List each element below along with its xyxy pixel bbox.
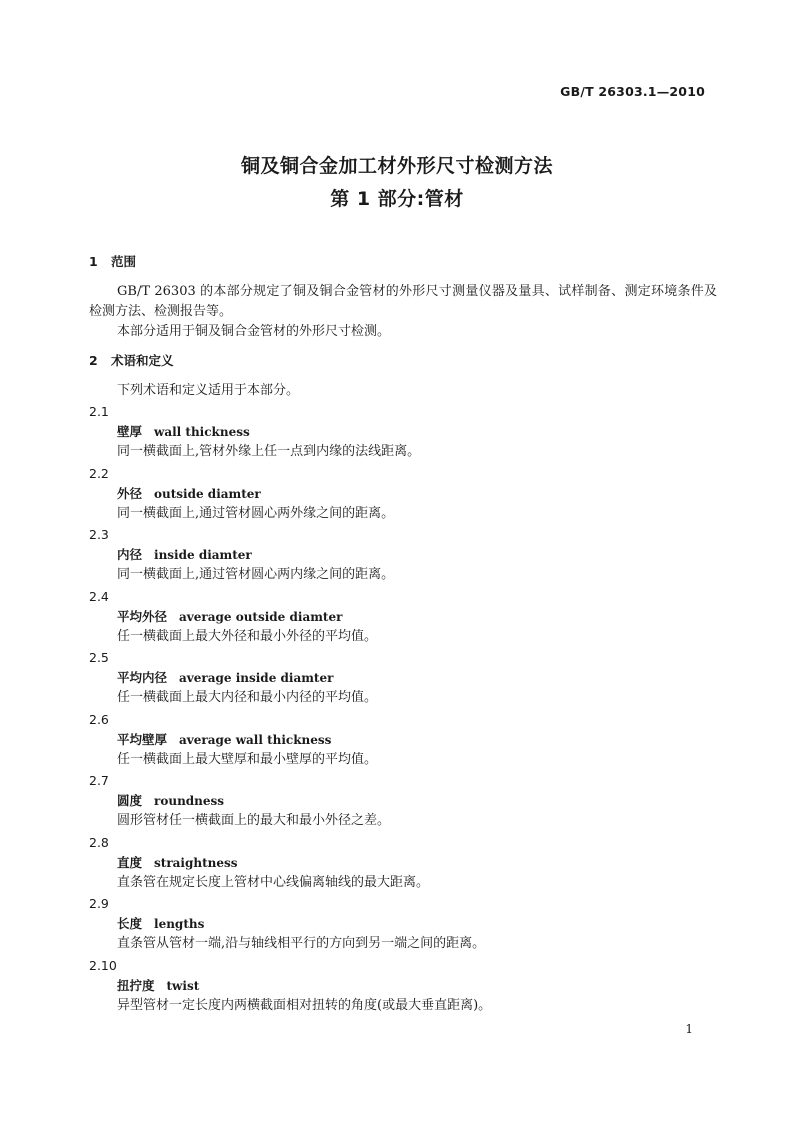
term-chinese: 直度 — [117, 854, 143, 870]
term-entry — [89, 833, 717, 893]
term-chinese: 长度 — [117, 916, 143, 931]
term-definition: 直条管从管材一端,沿与轴线相平行的方向到另一端之间的距离。 — [117, 936, 486, 951]
term-english: lengths — [154, 917, 205, 931]
section-title: 术语和定义 — [111, 353, 174, 368]
term-english: straightness — [154, 855, 238, 870]
term-chinese: 壁厚 — [117, 424, 143, 439]
section-heading-scope — [89, 252, 717, 272]
term-definition: 直条管在规定长度上管材中心线偏离轴线的最大距离。 — [117, 874, 430, 890]
term-entry — [89, 464, 717, 524]
scope-paragraph: 本部分适用于铜及铜合金管材的外形尺寸检测。 — [117, 324, 391, 339]
term-entry — [89, 894, 717, 954]
term-chinese: 圆度 — [117, 793, 143, 808]
terms-intro: 下列术语和定义适用于本部分。 — [117, 383, 300, 398]
term-entry — [89, 648, 717, 708]
term-number: 2.10 — [89, 957, 117, 973]
term-entry — [89, 956, 717, 1016]
term-name — [89, 914, 717, 934]
term-english: average inside diamter — [179, 671, 334, 685]
term-definition: 任一横截面上最大内径和最小内径的平均值。 — [117, 690, 378, 705]
section-number: 2 — [89, 353, 98, 368]
term-english: wall thickness — [154, 425, 250, 439]
term-definition: 同一横截面上,通过管材圆心两外缘之间的距离。 — [117, 505, 395, 521]
section-number: 1 — [89, 254, 98, 269]
term-number: 2.1 — [89, 404, 109, 419]
term-english: roundness — [154, 794, 225, 808]
term-name — [89, 853, 717, 873]
document-title: 铜及铜合金加工材外形尺寸检测方法 — [240, 155, 553, 177]
term-entry — [89, 587, 717, 647]
section-heading-terms — [89, 351, 717, 371]
term-number: 2.3 — [89, 527, 109, 542]
term-chinese: 平均内径 — [117, 670, 168, 685]
page-number: 1 — [685, 1022, 693, 1036]
term-number: 2.6 — [89, 711, 109, 727]
term-entry — [89, 525, 717, 585]
terms-list — [89, 402, 717, 1016]
document-body — [89, 252, 717, 1017]
term-chinese: 平均外径 — [117, 608, 168, 624]
term-number: 2.4 — [89, 588, 109, 604]
term-number: 2.7 — [89, 773, 109, 788]
term-number: 2.9 — [89, 896, 109, 911]
term-name — [89, 668, 717, 688]
term-entry — [89, 771, 717, 831]
term-chinese: 外径 — [117, 485, 143, 501]
document-code: GB/T 26303.1—2010 — [560, 84, 705, 99]
term-number: 2.2 — [89, 465, 109, 481]
document-subtitle: 第 1 部分:管材 — [330, 188, 464, 210]
term-chinese: 扭拧度 — [117, 977, 155, 993]
term-chinese: 内径 — [117, 547, 143, 562]
scope-paragraph: GB/T 26303 的本部分规定了铜及铜合金管材的外形尺寸测量仪器及量具、试样制备、测定环境条件及检测方法、检测报告等。 — [89, 284, 717, 319]
term-definition: 同一横截面上,管材外缘上任一点到内缘的法线距离。 — [117, 444, 421, 459]
term-number: 2.5 — [89, 650, 109, 665]
term-chinese: 平均壁厚 — [117, 731, 168, 747]
section-title: 范围 — [111, 254, 137, 269]
term-name — [89, 791, 717, 811]
term-name — [89, 422, 717, 442]
term-english: inside diamter — [154, 548, 252, 562]
term-definition: 异型管材一定长度内两横截面相对扭转的角度(或最大垂直距离)。 — [117, 997, 492, 1013]
term-entry — [89, 402, 717, 462]
term-name — [89, 607, 717, 627]
term-name — [89, 730, 717, 750]
term-definition: 任一横截面上最大外径和最小外径的平均值。 — [117, 628, 378, 644]
term-english: average wall thickness — [179, 732, 332, 747]
term-name — [89, 484, 717, 504]
term-definition: 任一横截面上最大壁厚和最小壁厚的平均值。 — [117, 751, 378, 767]
term-entry — [89, 710, 717, 770]
term-definition: 圆形管材任一横截面上的最大和最小外径之差。 — [117, 813, 391, 828]
term-english: twist — [166, 978, 200, 993]
term-english: average outside diamter — [179, 609, 343, 624]
term-name — [89, 545, 717, 565]
term-name — [89, 976, 717, 996]
term-english: outside diamter — [154, 486, 261, 501]
term-number: 2.8 — [89, 834, 109, 850]
term-definition: 同一横截面上,通过管材圆心两内缘之间的距离。 — [117, 567, 395, 582]
